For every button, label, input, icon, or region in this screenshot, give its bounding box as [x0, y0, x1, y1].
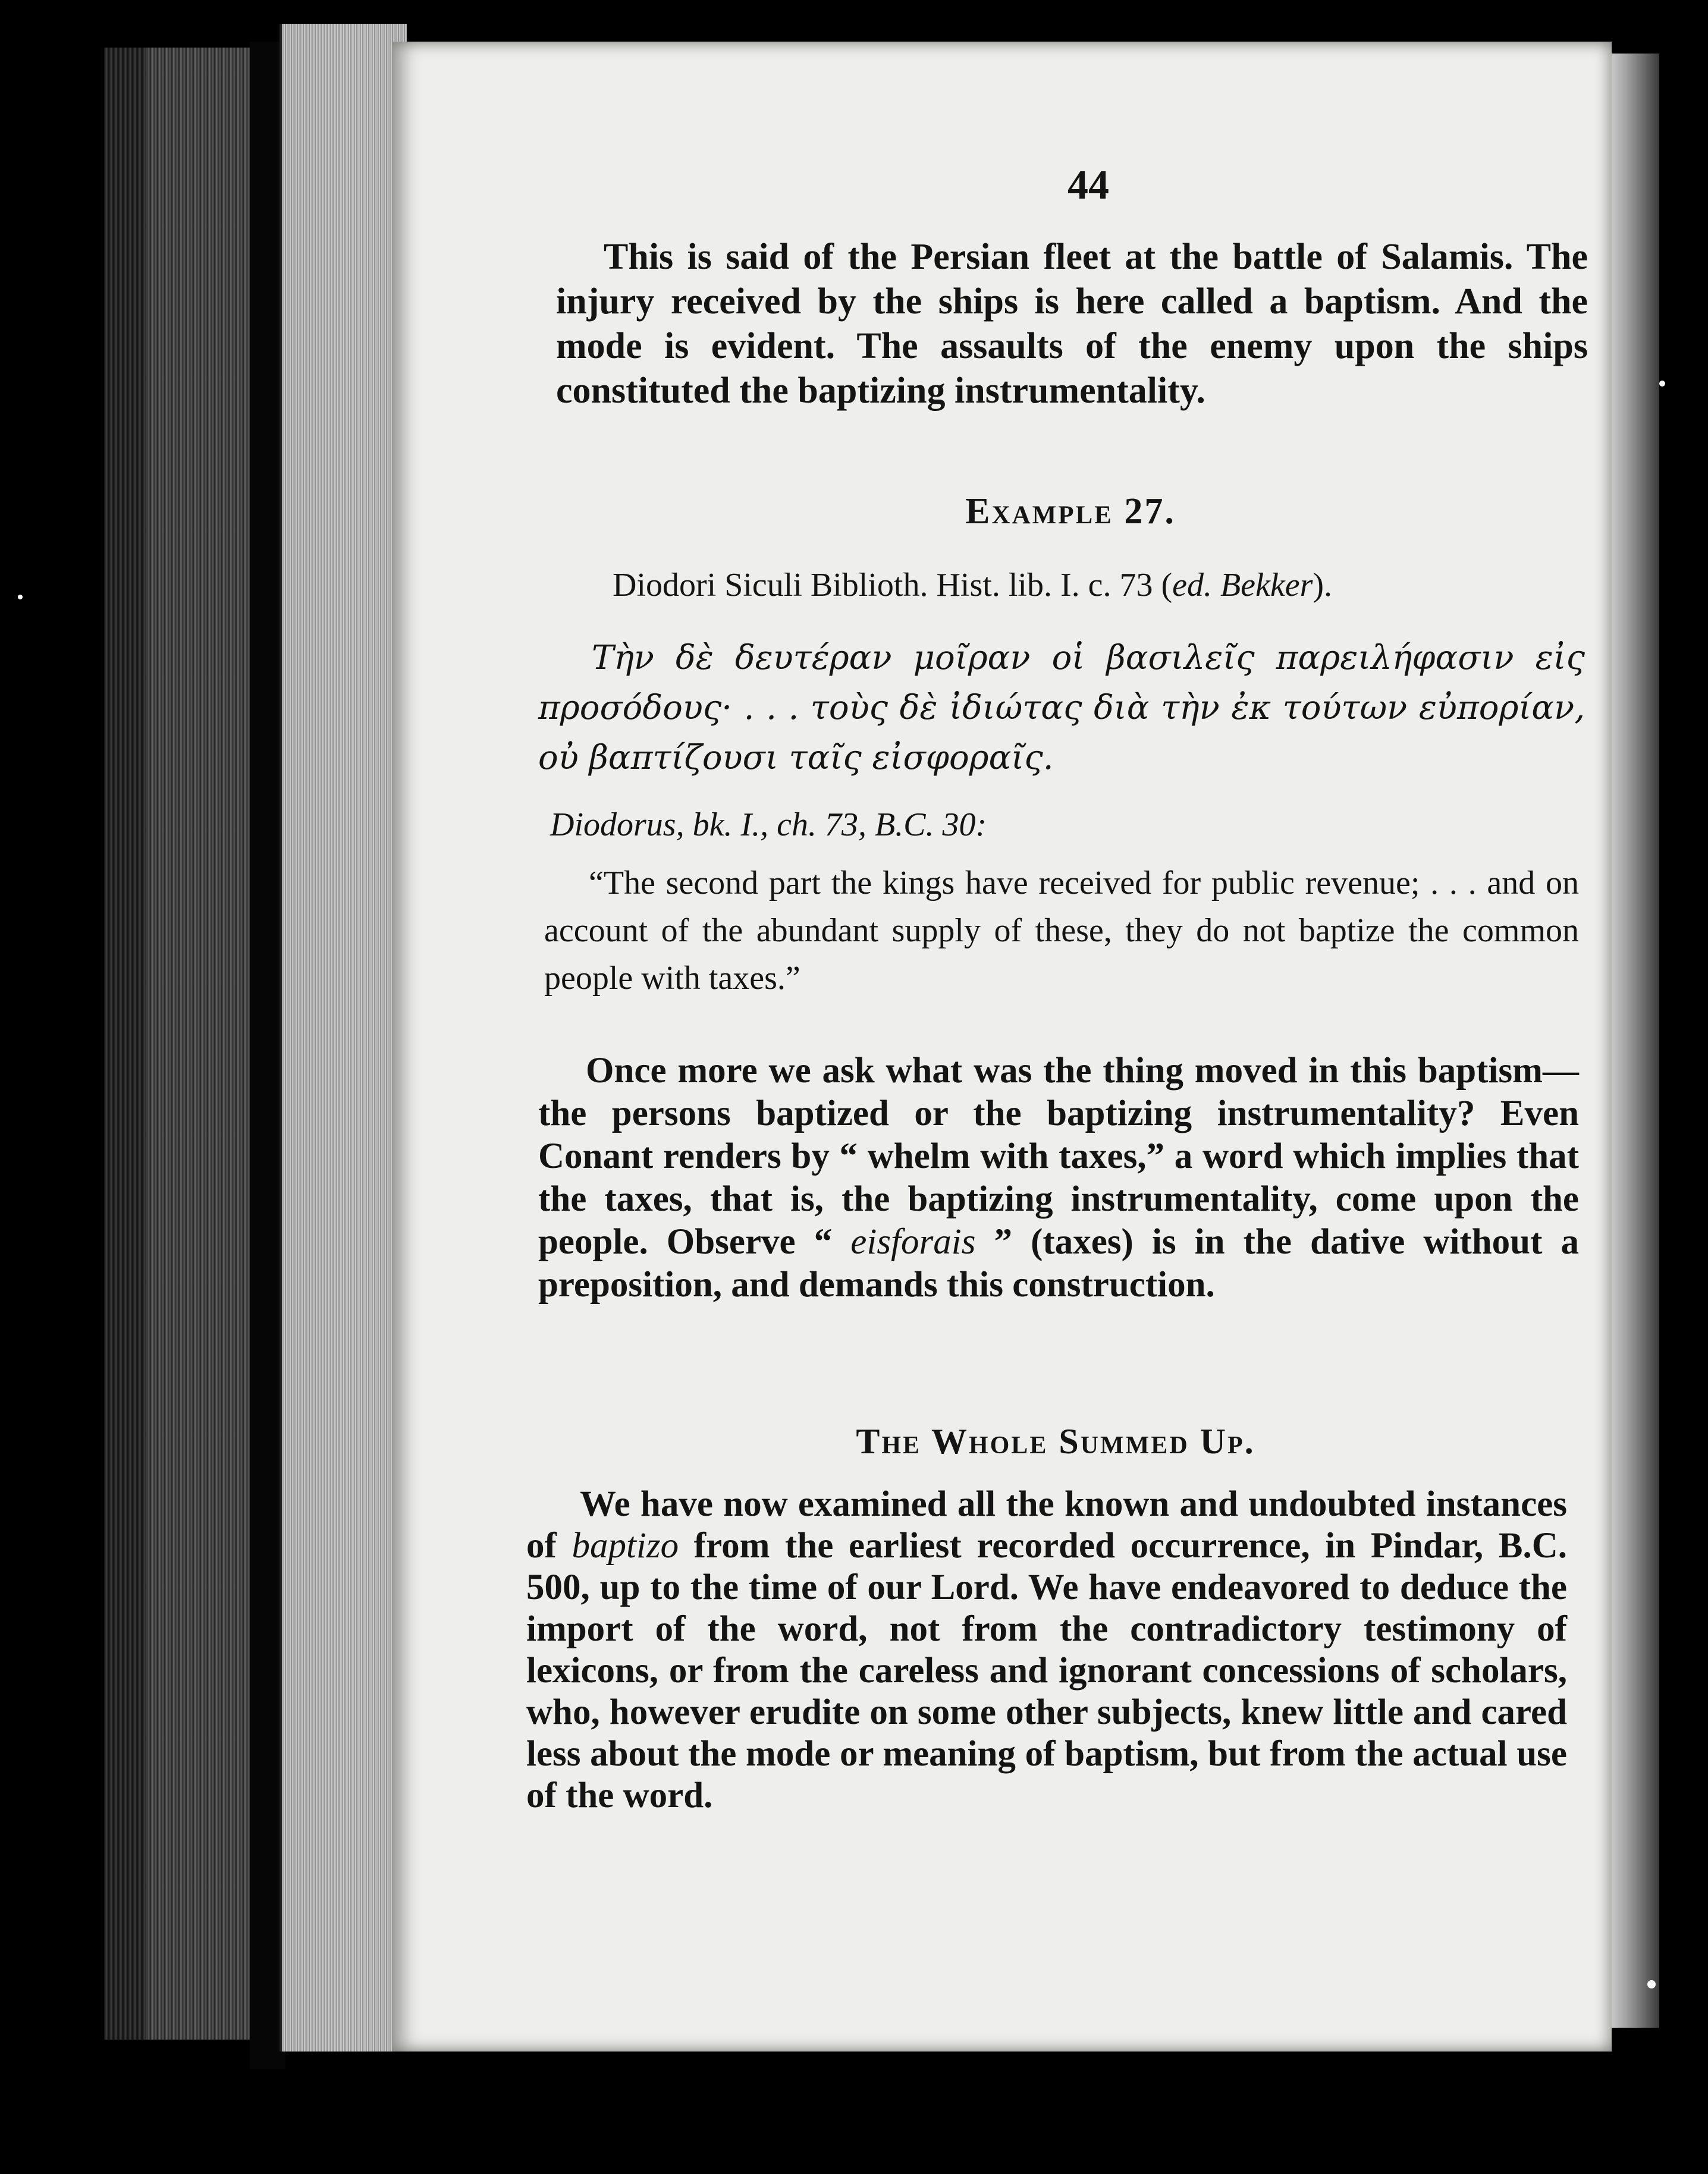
source-label: Diodorus, bk. I., ch. 73, B.C. 30:: [550, 806, 987, 843]
english-translation: “The second part the kings have received for public revenue; . . . and on account of the abundant supply of these, they do not baptize the common people with taxes.”: [544, 865, 1579, 997]
book-page-edges-shadow: [104, 48, 146, 2040]
citation-editor: ed. Bekker: [1172, 567, 1313, 604]
citation-main: Diodori Siculi Biblioth. Hist. lib. I. c. 73 (: [613, 567, 1173, 604]
summary-text-2: from the earliest recorded occurrence, in Pindar, B.C. 500, up to the time of our Lord. We have endeavored to deduce the import of the word, not from the contradictory testimony of lexicons, or from the careless and ignorant concessions of scholars, who, however erudite on some other subjects, knew little and cared less about the mode or meaning of baptism, but from the actual use of the word.: [526, 1526, 1567, 1815]
summary-heading: The Whole Summed Up.: [856, 1422, 1255, 1461]
summary-text-1: We have now examined all the known and undoubted instances of: [526, 1484, 1567, 1566]
intro-paragraph: This is said of the Persian fleet at the battle of Salamis. The injury received by the ships is here called a baptism. And the mode is evident. The assaults of the enemy upon the ships constituted the baptizing instrumentality.: [556, 237, 1588, 411]
analysis-text-2: ” (taxes) is in the dative without a preposition, and demands this construction.: [538, 1222, 1579, 1305]
summary-italic-word: baptizo: [572, 1526, 679, 1566]
analysis-text-1: Once more we ask what was the thing moved in this baptism—the persons baptized or the baptizing instrumentality? Even Conant renders by “ whelm with taxes,” a word which implies that the taxes, that is, the baptizing instrumentality, come upon the people. Observe “: [538, 1051, 1579, 1262]
scan-speck: [1659, 381, 1665, 387]
book-page-edges-front: [280, 24, 407, 2052]
scan-speck: [1647, 1980, 1656, 1988]
scan-speck: [18, 595, 23, 599]
analysis-italic-word: eisforais: [850, 1222, 976, 1262]
summary-paragraph: [526, 1484, 1567, 1817]
greek-quotation: Τὴν δὲ δευτέραν μοῖραν οἱ βασιλεῖς παρειλήφασιν εἰς προσόδους· . . . τοὺς δὲ ἰδιώτας διὰ τὴν ἐκ τούτων εὐπορίαν, οὐ βαπτίζουσι ταῖς εἰσφοραῖς.: [538, 639, 1585, 777]
example-heading: Example 27.: [965, 491, 1176, 532]
page-number: 44: [1068, 162, 1109, 208]
analysis-paragraph: [538, 1050, 1579, 1306]
citation-end: ).: [1313, 567, 1333, 604]
example-citation: [613, 566, 1582, 604]
page-right-edge: [1606, 54, 1659, 2028]
